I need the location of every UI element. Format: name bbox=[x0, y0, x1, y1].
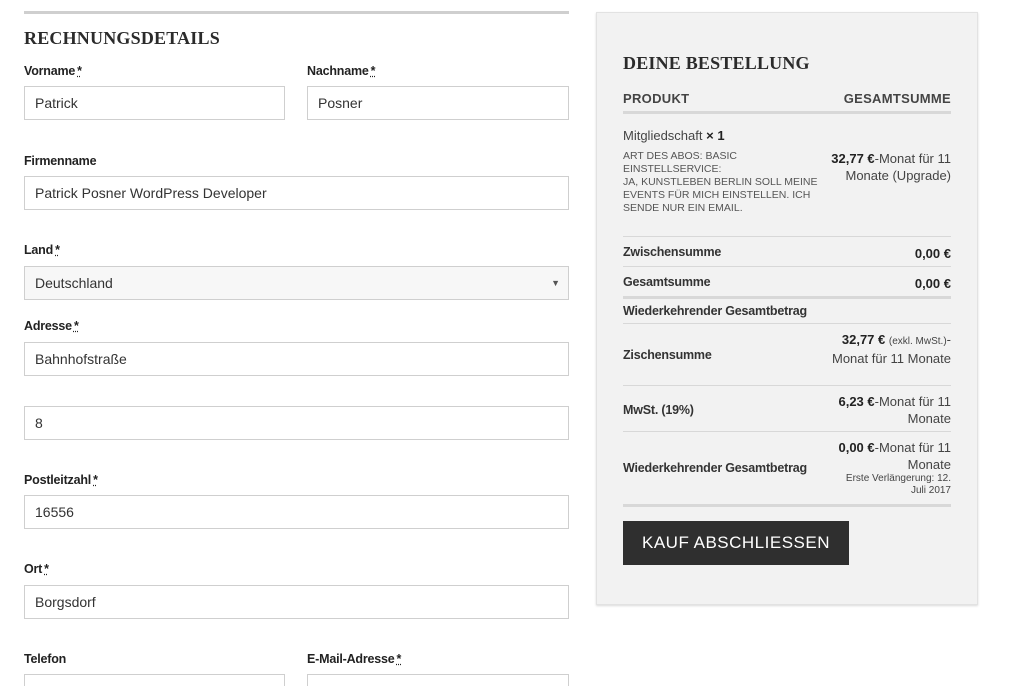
column-header-total: GESAMTSUMME bbox=[843, 91, 951, 106]
recurring-subtotal-value: 32,77 € (exkl. MwSt.)-Monat für 11 Monate bbox=[832, 332, 951, 366]
recurring-heading: Wiederkehrender Gesamtbetrag bbox=[623, 304, 807, 318]
city-label: Ort * bbox=[24, 562, 49, 576]
divider bbox=[623, 504, 951, 507]
zip-label: Postleitzahl * bbox=[24, 473, 98, 487]
divider bbox=[623, 385, 951, 386]
email-label: E-Mail-Adresse * bbox=[307, 652, 402, 666]
place-order-button[interactable]: KAUF ABSCHLIESSEN bbox=[623, 521, 849, 565]
country-label: Land * bbox=[24, 243, 60, 257]
divider bbox=[623, 323, 951, 324]
column-header-product: PRODUKT bbox=[623, 91, 690, 106]
phone-label: Telefon bbox=[24, 652, 67, 666]
last-name-field[interactable]: Posner bbox=[307, 86, 569, 120]
divider bbox=[623, 431, 951, 432]
recurring-subtotal-label: Zischensumme bbox=[623, 348, 712, 362]
zip-field[interactable]: 16556 bbox=[24, 495, 569, 529]
chevron-down-icon: ▼ bbox=[551, 278, 560, 288]
product-name: Mitgliedschaft × 1 bbox=[623, 128, 725, 143]
country-select[interactable] bbox=[24, 266, 569, 300]
address2-field[interactable]: 8 bbox=[24, 406, 569, 440]
recurring-total-value: 0,00 €-Monat für 11 Monate Erste Verlängerung: 12. Juli 2017 bbox=[831, 439, 951, 497]
product-meta: ART DES ABOS: BASIC EINSTELLSERVICE: JA, KUNSTLEBEN BERLIN SOLL MEINE EVENTS FÜR MICH EINSTELLEN. ICH SENDE NUR EIN EMAIL. bbox=[623, 150, 818, 214]
divider bbox=[623, 266, 951, 267]
last-name-label: Nachname * bbox=[307, 64, 376, 78]
address-label: Adresse * bbox=[24, 319, 79, 333]
company-label: Firmenname bbox=[24, 154, 97, 168]
recurring-total-label: Wiederkehrender Gesamtbetrag bbox=[623, 461, 807, 475]
divider bbox=[623, 236, 951, 237]
subtotal-label: Zwischensumme bbox=[623, 245, 722, 259]
billing-title: RECHNUNGSDETAILS bbox=[24, 28, 220, 48]
city-field[interactable]: Borgsdorf bbox=[24, 585, 569, 619]
header-divider bbox=[623, 111, 951, 114]
subtotal-value: 0,00 € bbox=[914, 246, 951, 261]
phone-field[interactable] bbox=[24, 674, 285, 686]
total-label: Gesamtsumme bbox=[623, 275, 711, 289]
tax-value: 6,23 €-Monat für 11 Monate bbox=[838, 394, 951, 426]
company-field[interactable]: Patrick Posner WordPress Developer bbox=[24, 176, 569, 210]
first-name-field[interactable]: Patrick bbox=[24, 86, 285, 120]
order-title: DEINE BESTELLUNG bbox=[623, 53, 810, 73]
divider bbox=[623, 296, 951, 299]
email-field[interactable] bbox=[307, 674, 569, 686]
address-field[interactable]: Bahnhofstraße bbox=[24, 342, 569, 376]
product-price: 32,77 €-Monat für 11 Monate (Upgrade) bbox=[831, 151, 951, 183]
top-divider bbox=[24, 11, 569, 14]
renewal-date: Erste Verlängerung: 12. Juli 2017 bbox=[845, 473, 951, 496]
tax-label: MwSt. (19%) bbox=[623, 403, 694, 417]
total-value: 0,00 € bbox=[914, 276, 951, 291]
order-summary-panel bbox=[596, 12, 978, 605]
first-name-label: Vorname * bbox=[24, 64, 82, 78]
country-value: Deutschland bbox=[35, 275, 113, 291]
